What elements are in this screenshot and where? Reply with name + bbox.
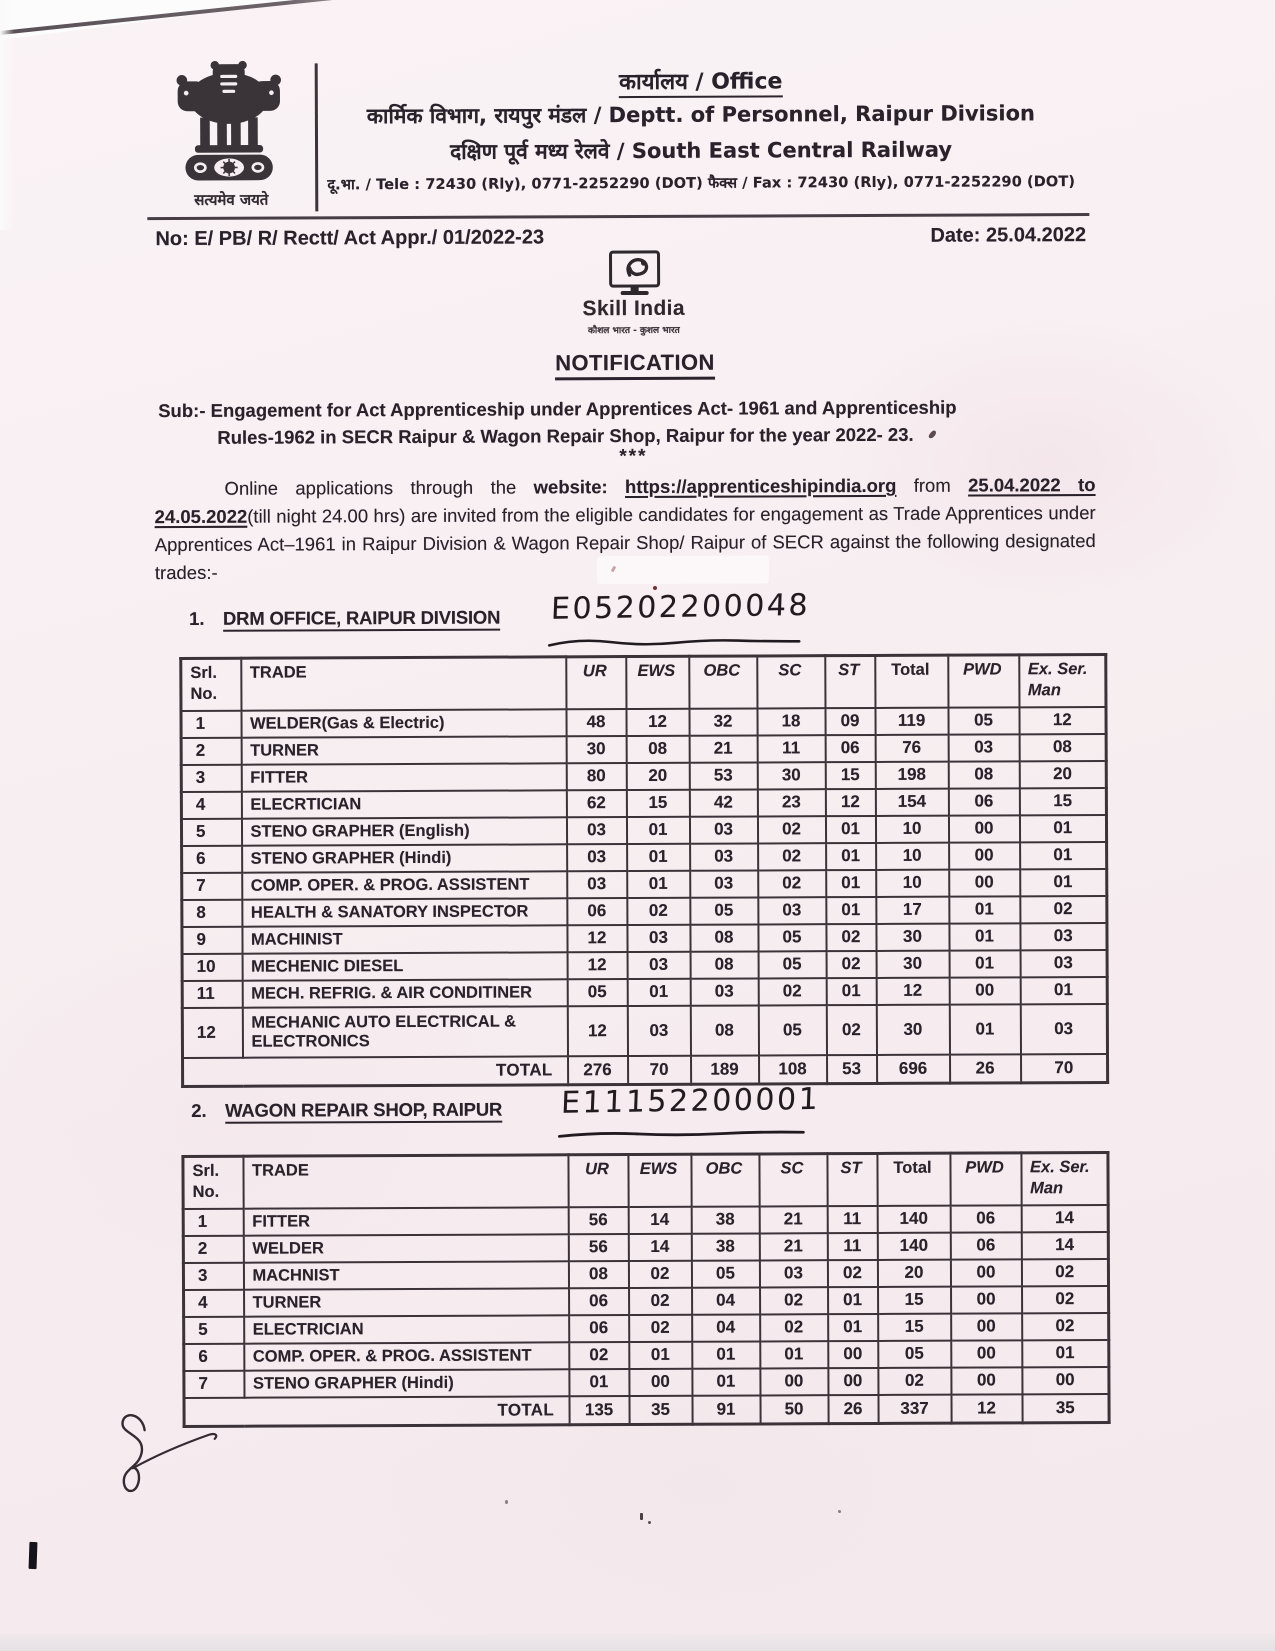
handwritten-underline-2: [557, 1129, 805, 1142]
total-value-cell: 337: [878, 1394, 951, 1423]
count-cell: 10: [875, 815, 948, 842]
count-cell: 05: [948, 707, 1019, 734]
total-value-cell: 276: [568, 1056, 628, 1085]
count-cell: 05: [878, 1340, 951, 1367]
table-row: [182, 922, 1107, 953]
count-cell: 03: [1020, 1003, 1107, 1053]
total-value-cell: 35: [629, 1395, 692, 1424]
count-cell: 02: [760, 1287, 828, 1314]
count-cell: 02: [758, 870, 826, 897]
table-row: [183, 1258, 1108, 1289]
count-cell: 14: [628, 1233, 691, 1260]
trade-cell: MECHENIC DIESEL: [242, 952, 567, 980]
trade-cell: MECH. REFRIG. & AIR CONDITINER: [242, 979, 567, 1007]
count-cell: 119: [875, 707, 948, 734]
count-cell: 08: [690, 951, 758, 978]
trade-cell: ELECTRICIAN: [244, 1315, 569, 1343]
serial-cell: 11: [182, 980, 242, 1007]
header-cell: PWD: [950, 1153, 1021, 1205]
total-value-cell: 35: [1022, 1393, 1109, 1422]
table-row: [182, 841, 1107, 872]
total-value-cell: 26: [950, 1054, 1021, 1083]
serial-cell: 4: [184, 1289, 244, 1316]
trade-cell: MACHNIST: [243, 1261, 568, 1289]
trade-cell: STENO GRAPHER (Hindi): [244, 1369, 569, 1397]
count-cell: 00: [951, 1367, 1022, 1394]
count-cell: 00: [951, 1313, 1022, 1340]
count-cell: 02: [628, 1260, 691, 1287]
count-cell: 02: [760, 1314, 828, 1341]
section-2-number: 2.: [191, 1099, 207, 1121]
header-rule: [147, 213, 1089, 220]
serial-cell: 3: [181, 764, 241, 791]
table-row: [182, 949, 1107, 980]
count-cell: 20: [877, 1259, 950, 1286]
count-cell: 12: [567, 1006, 627, 1056]
notification-title: NOTIFICATION: [555, 350, 715, 381]
header-cell: ST: [825, 655, 875, 707]
header-cell: PWD: [948, 655, 1019, 707]
count-cell: 21: [759, 1233, 827, 1260]
total-label-cell: TOTAL: [183, 1056, 568, 1087]
count-cell: 76: [875, 734, 948, 761]
subject-line-2: Rules-1962 in SECR Raipur & Wagon Repair Shop, Raipur for the year 2022- 23.: [217, 423, 914, 448]
header-cell: OBC: [689, 656, 757, 708]
notification-heading: [433, 349, 837, 377]
total-value-cell: 189: [691, 1055, 759, 1084]
count-cell: 03: [689, 816, 757, 843]
vacancy-table-drm-office: [179, 653, 1109, 1088]
count-cell: 00: [950, 1259, 1021, 1286]
count-cell: 01: [1020, 868, 1107, 895]
serial-cell: 5: [181, 818, 241, 845]
intro-segment: 25.04.2022 to 24.05.2022: [154, 473, 1096, 528]
header-cell: UR: [568, 1155, 628, 1207]
count-cell: 14: [628, 1206, 691, 1233]
count-cell: 62: [566, 790, 626, 817]
serial-cell: 1: [183, 1208, 243, 1235]
table-row: [183, 1231, 1108, 1262]
trade-cell: MECHANIC AUTO ELECTRICAL & ELECTRONICS: [242, 1006, 567, 1057]
count-cell: 30: [566, 736, 626, 763]
count-cell: 11: [757, 735, 825, 762]
count-cell: 01: [760, 1341, 828, 1368]
count-cell: 01: [626, 816, 689, 843]
count-cell: 02: [827, 1259, 877, 1286]
header-cell: TRADE: [243, 1155, 568, 1208]
count-cell: 01: [826, 842, 876, 869]
table-row: [181, 760, 1106, 791]
table-row: [182, 976, 1107, 1007]
department-line: कार्मिक विभाग, रायपुर मंडल / Deptt. of Personnel, Raipur Division: [366, 101, 1035, 129]
count-cell: 42: [689, 789, 757, 816]
count-cell: 00: [828, 1367, 878, 1394]
count-cell: 05: [567, 979, 627, 1006]
signature-scribble: [109, 1406, 229, 1507]
count-cell: 20: [1019, 760, 1106, 787]
count-cell: 01: [692, 1341, 760, 1368]
subject-line-1: Sub:- Engagement for Act Apprenticeship under Apprentices Act- 1961 and Apprenticeship: [158, 396, 957, 422]
count-cell: 03: [567, 871, 627, 898]
count-cell: 02: [878, 1367, 951, 1394]
total-label-cell: TOTAL: [184, 1396, 569, 1427]
count-cell: 05: [690, 897, 758, 924]
count-cell: 03: [1020, 949, 1107, 976]
count-cell: 11: [827, 1205, 877, 1232]
table-row: [181, 706, 1106, 737]
section-2-title: WAGON REPAIR SHOP, RAIPUR: [225, 1099, 502, 1124]
count-cell: 05: [691, 1260, 759, 1287]
count-cell: 00: [951, 1286, 1022, 1313]
count-cell: 00: [949, 977, 1020, 1004]
count-cell: 15: [878, 1286, 951, 1313]
count-cell: 08: [690, 1005, 758, 1055]
count-cell: 21: [759, 1206, 827, 1233]
count-cell: 06: [950, 1232, 1021, 1259]
count-cell: 05: [758, 951, 826, 978]
table-row: [181, 787, 1106, 818]
trade-cell: STENO GRAPHER (English): [241, 817, 566, 845]
header-cell: Ex. Ser. Man: [1019, 654, 1106, 706]
count-cell: 198: [875, 761, 948, 788]
count-cell: 00: [760, 1368, 828, 1395]
table-row: [182, 895, 1107, 926]
table-row: [184, 1312, 1109, 1343]
count-cell: 00: [948, 815, 1019, 842]
serial-cell: 2: [183, 1235, 243, 1262]
skill-india-tagline: कौशल भारत - कुशल भारत: [587, 325, 680, 337]
serial-cell: 4: [181, 791, 241, 818]
count-cell: 15: [626, 789, 689, 816]
count-cell: 01: [828, 1313, 878, 1340]
header-cell: EWS: [628, 1154, 691, 1206]
total-value-cell: 91: [692, 1395, 760, 1424]
count-cell: 15: [1019, 787, 1106, 814]
count-cell: 20: [626, 762, 689, 789]
count-cell: 56: [568, 1234, 628, 1261]
section-1-title: DRM OFFICE, RAIPUR DIVISION: [223, 607, 500, 632]
count-cell: 02: [629, 1314, 692, 1341]
document-number: No: E/ PB/ R/ Rectt/ Act Appr./ 01/2022-23: [155, 226, 545, 251]
count-cell: 00: [828, 1340, 878, 1367]
count-cell: 03: [690, 843, 758, 870]
table-row: [181, 814, 1106, 845]
count-cell: 03: [627, 924, 690, 951]
total-value-cell: 26: [828, 1394, 878, 1423]
table-row: [184, 1339, 1109, 1370]
count-cell: 12: [567, 925, 627, 952]
count-cell: 01: [826, 896, 876, 923]
header-cell: UR: [566, 657, 626, 709]
count-cell: 08: [626, 735, 689, 762]
serial-cell: 7: [184, 1370, 244, 1397]
header-cell: ST: [827, 1153, 877, 1205]
count-cell: 01: [1019, 814, 1106, 841]
total-value-cell: 50: [760, 1395, 828, 1424]
count-cell: 00: [949, 842, 1020, 869]
count-cell: 30: [757, 762, 825, 789]
serial-cell: 6: [184, 1343, 244, 1370]
count-cell: 01: [692, 1368, 760, 1395]
count-cell: 08: [568, 1261, 628, 1288]
count-cell: 10: [876, 842, 949, 869]
handwritten-underline-1: [547, 637, 803, 650]
header-cell: Ex. Ser. Man: [1021, 1152, 1108, 1204]
count-cell: 23: [757, 789, 825, 816]
count-cell: 01: [627, 843, 690, 870]
count-cell: 03: [948, 734, 1019, 761]
count-cell: 140: [877, 1232, 950, 1259]
count-cell: 30: [876, 950, 949, 977]
intro-segment: (till night 24.00 hrs) are invited from the eligible candidates for engagement as Trade Apprentices under Apprentices Act–1961 in Raipur Division & Wagon Repair Shop/ Raipur of SECR against the following designated trades:-: [154, 501, 1096, 584]
total-row: [183, 1053, 1108, 1086]
count-cell: 06: [825, 734, 875, 761]
count-cell: 38: [691, 1233, 759, 1260]
count-cell: 01: [825, 815, 875, 842]
section-2-heading: [191, 1099, 502, 1122]
serial-cell: 7: [182, 872, 242, 899]
header-cell: OBC: [691, 1154, 759, 1206]
count-cell: 154: [875, 788, 948, 815]
contact-line: दू.भा. / Tele : 72430 (Rly), 0771-2252290 (DOT) फैक्स / Fax : 72430 (Rly), 0771-2252290 (DOT): [327, 174, 1076, 194]
serial-cell: 6: [182, 845, 242, 872]
count-cell: 02: [826, 1004, 876, 1054]
count-cell: 06: [569, 1315, 629, 1342]
table-row: [181, 733, 1106, 764]
count-cell: 04: [692, 1287, 760, 1314]
count-cell: 06: [950, 1205, 1021, 1232]
count-cell: 03: [1020, 922, 1107, 949]
count-cell: 00: [951, 1340, 1022, 1367]
total-value-cell: 12: [951, 1394, 1022, 1423]
serial-cell: 2: [181, 737, 241, 764]
trade-cell: TURNER: [244, 1288, 569, 1316]
count-cell: 02: [1021, 1258, 1108, 1285]
total-value-cell: 108: [759, 1055, 827, 1084]
count-cell: 04: [692, 1314, 760, 1341]
count-cell: 08: [948, 761, 1019, 788]
count-cell: 01: [1022, 1339, 1109, 1366]
count-cell: 03: [690, 870, 758, 897]
table-row: [184, 1366, 1109, 1397]
serial-cell: 8: [182, 899, 242, 926]
count-cell: 15: [825, 761, 875, 788]
serial-cell: 10: [182, 953, 242, 980]
header-cell: Srl. No.: [181, 658, 241, 710]
count-cell: 18: [757, 708, 825, 735]
count-cell: 02: [1020, 895, 1107, 922]
count-cell: 01: [949, 923, 1020, 950]
count-cell: 03: [567, 844, 627, 871]
trade-cell: TURNER: [241, 736, 566, 764]
header-cell: SC: [757, 656, 825, 708]
count-cell: 01: [569, 1369, 629, 1396]
trade-cell: ELECRTICIAN: [241, 790, 566, 818]
section-1-number: 1.: [189, 607, 205, 629]
count-cell: 14: [1021, 1204, 1108, 1231]
total-value-cell: 53: [827, 1054, 877, 1083]
total-value-cell: 135: [569, 1396, 629, 1425]
count-cell: 30: [876, 1004, 949, 1054]
count-cell: 03: [627, 1005, 690, 1055]
count-cell: 56: [568, 1207, 628, 1234]
count-cell: 48: [566, 709, 626, 736]
handwritten-code-1: E05202200048: [550, 587, 811, 627]
section-1-heading: [189, 607, 500, 630]
total-row: [184, 1393, 1109, 1426]
letterhead-divider: [315, 63, 318, 211]
header-cell: Srl. No.: [183, 1156, 243, 1208]
count-cell: 02: [826, 923, 876, 950]
trade-cell: HEALTH & SANATORY INSPECTOR: [242, 898, 567, 926]
count-cell: 30: [876, 923, 949, 950]
count-cell: 03: [566, 817, 626, 844]
table-row: [184, 1285, 1109, 1316]
count-cell: 01: [629, 1341, 692, 1368]
count-cell: 05: [758, 924, 826, 951]
serial-cell: 1: [181, 710, 241, 737]
document-date: Date: 25.04.2022: [930, 224, 1087, 247]
count-cell: 06: [948, 788, 1019, 815]
railway-line: दक्षिण पूर्व मध्य रेलवे / South East Central Railway: [450, 137, 953, 164]
count-cell: 17: [876, 896, 949, 923]
count-cell: 02: [1022, 1285, 1109, 1312]
serial-cell: 9: [182, 926, 242, 953]
serial-cell: 12: [182, 1007, 242, 1057]
count-cell: 02: [1022, 1312, 1109, 1339]
count-cell: 02: [629, 1287, 692, 1314]
serial-cell: 3: [183, 1262, 243, 1289]
total-value-cell: 70: [628, 1055, 691, 1084]
count-cell: 01: [826, 869, 876, 896]
skill-india-title: Skill India: [582, 296, 686, 321]
ashoka-emblem-icon: [165, 57, 294, 188]
count-cell: 03: [627, 951, 690, 978]
count-cell: 01: [1020, 976, 1107, 1003]
count-cell: 03: [690, 978, 758, 1005]
emblem-caption: सत्यमेव जयते: [194, 190, 269, 209]
count-cell: 12: [876, 977, 949, 1004]
count-cell: 12: [1019, 706, 1106, 733]
trade-cell: FITTER: [241, 763, 566, 791]
count-cell: 10: [876, 869, 949, 896]
header-cell: SC: [759, 1154, 827, 1206]
count-cell: 09: [825, 707, 875, 734]
trade-cell: WELDER(Gas & Electric): [241, 709, 566, 737]
intro-segment: Online applications through the: [224, 476, 534, 499]
count-cell: 06: [569, 1288, 629, 1315]
header-cell: TRADE: [241, 657, 566, 710]
office-title: [327, 64, 1075, 97]
count-cell: 08: [1019, 733, 1106, 760]
count-cell: 15: [878, 1313, 951, 1340]
header-cell: Total: [875, 655, 948, 707]
table-row: [182, 868, 1107, 899]
count-cell: 21: [689, 735, 757, 762]
trade-cell: WELDER: [243, 1234, 568, 1262]
count-cell: 00: [949, 869, 1020, 896]
count-cell: 11: [827, 1232, 877, 1259]
count-cell: 32: [689, 708, 757, 735]
count-cell: 12: [567, 952, 627, 979]
skill-india-logo-icon: [604, 250, 664, 298]
count-cell: 03: [758, 897, 826, 924]
office-title-text: कार्यालय / Office: [619, 69, 782, 98]
count-cell: 06: [567, 898, 627, 925]
table-row: [183, 1204, 1108, 1235]
count-cell: 14: [1021, 1231, 1108, 1258]
total-value-cell: 70: [1020, 1053, 1107, 1082]
count-cell: 00: [629, 1368, 692, 1395]
trade-cell: COMP. OPER. & PROG. ASSISTENT: [242, 871, 567, 899]
count-cell: 38: [691, 1206, 759, 1233]
header-cell: Total: [877, 1153, 950, 1205]
trade-cell: COMP. OPER. & PROG. ASSISTENT: [244, 1342, 569, 1370]
count-cell: 53: [689, 762, 757, 789]
trade-cell: MACHINIST: [242, 925, 567, 953]
count-cell: 01: [949, 896, 1020, 923]
handwritten-code-2: E11152200001: [560, 1081, 821, 1121]
count-cell: 00: [1022, 1366, 1109, 1393]
intro-paragraph: [154, 471, 1095, 587]
trade-cell: FITTER: [243, 1207, 568, 1235]
count-cell: 01: [949, 1004, 1020, 1054]
intro-segment: website:: [533, 476, 626, 498]
serial-cell: 5: [184, 1316, 244, 1343]
count-cell: 01: [828, 1286, 878, 1313]
count-cell: 02: [569, 1342, 629, 1369]
count-cell: 12: [825, 788, 875, 815]
header-cell: EWS: [626, 656, 689, 708]
count-cell: 80: [566, 763, 626, 790]
count-cell: 02: [627, 897, 690, 924]
count-cell: 01: [949, 950, 1020, 977]
count-cell: 03: [759, 1260, 827, 1287]
intro-segment: from: [896, 474, 969, 496]
intro-segment: https://apprenticeshipindia.org: [624, 474, 897, 498]
separator-stars: ***: [619, 445, 648, 468]
count-cell: 140: [877, 1205, 950, 1232]
count-cell: 02: [757, 816, 825, 843]
count-cell: 08: [690, 924, 758, 951]
count-cell: 02: [758, 978, 826, 1005]
count-cell: 01: [627, 870, 690, 897]
count-cell: 02: [826, 950, 876, 977]
vacancy-table-wagon-repair-shop: [181, 1151, 1110, 1428]
count-cell: 02: [758, 843, 826, 870]
count-cell: 01: [1020, 841, 1107, 868]
trade-cell: STENO GRAPHER (Hindi): [242, 844, 567, 872]
count-cell: 05: [758, 1005, 826, 1055]
count-cell: 12: [626, 708, 689, 735]
count-cell: 01: [627, 978, 690, 1005]
table-row: [182, 1003, 1107, 1057]
total-value-cell: 696: [877, 1054, 950, 1083]
count-cell: 01: [826, 977, 876, 1004]
